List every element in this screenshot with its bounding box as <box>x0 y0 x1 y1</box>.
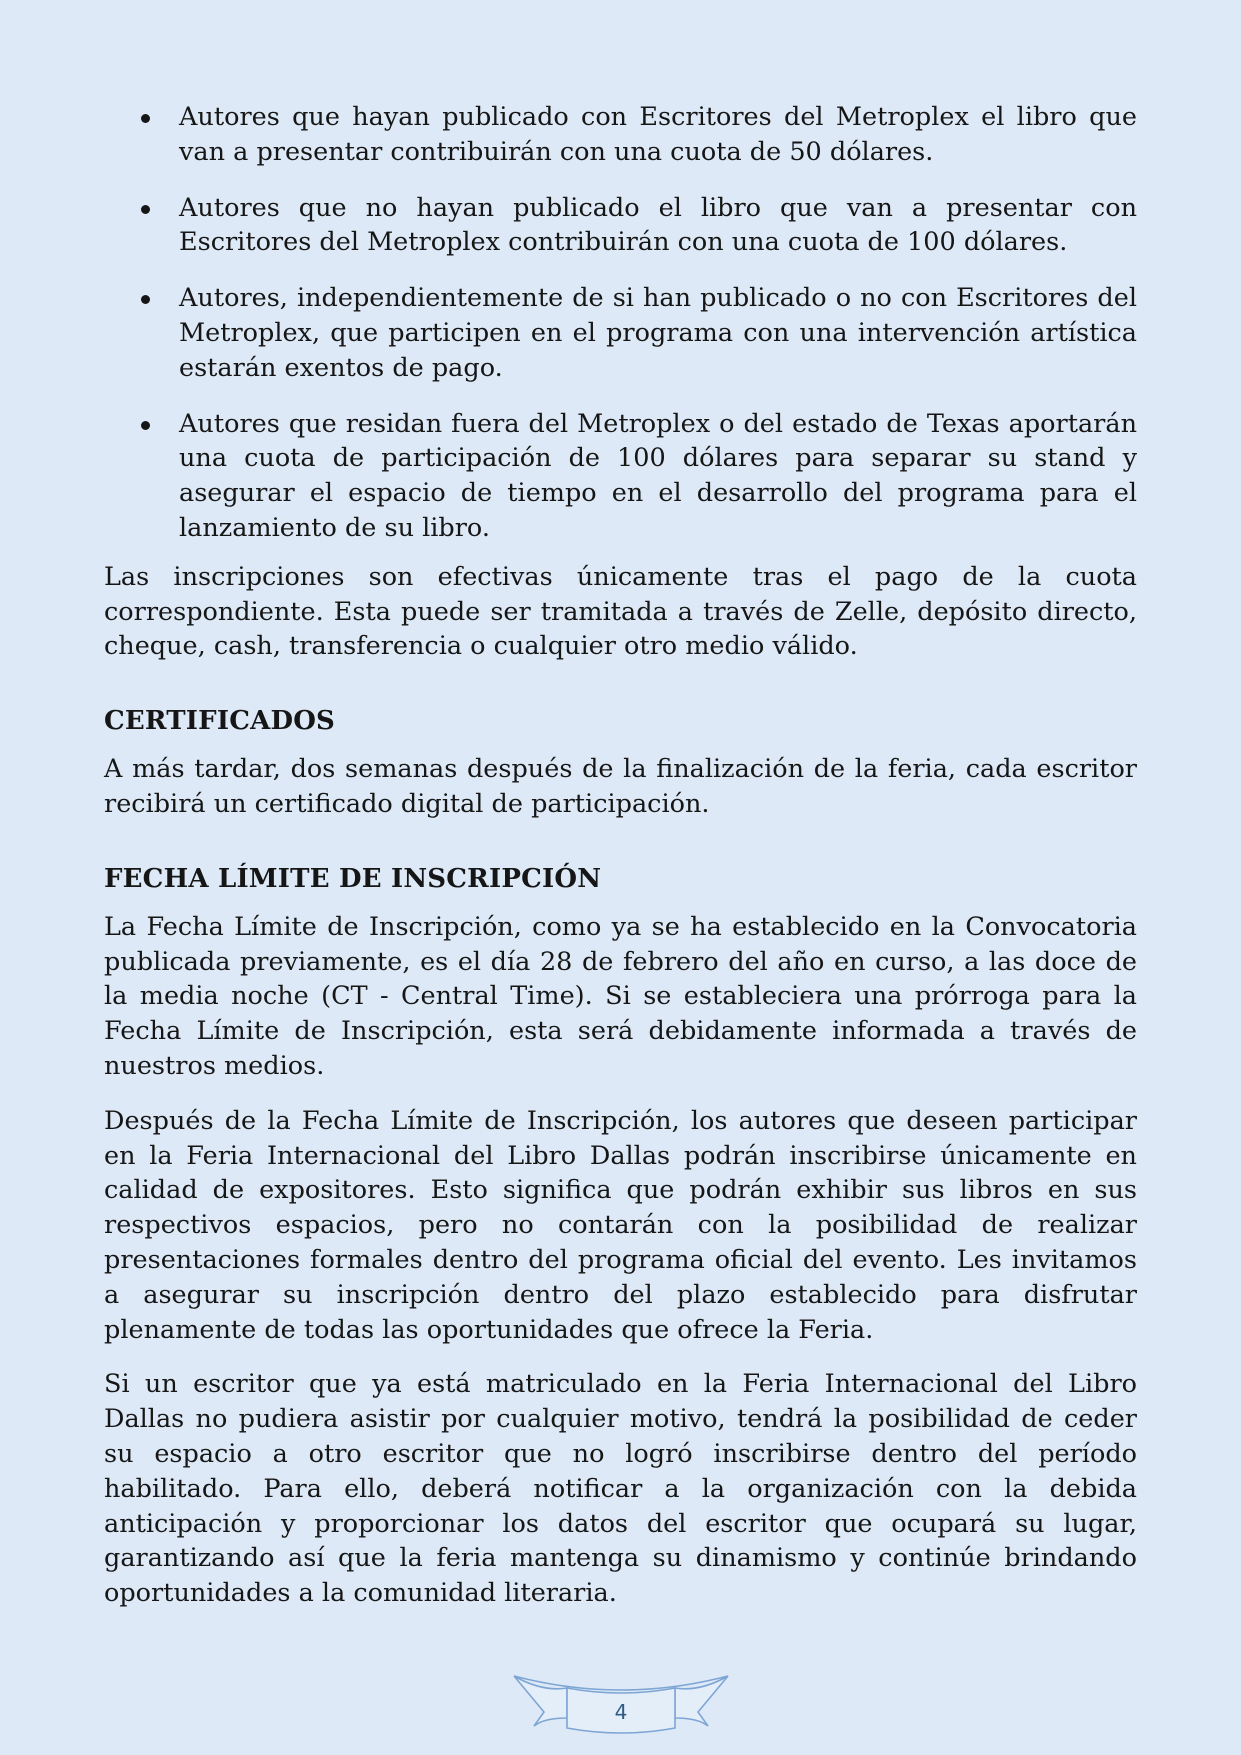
fee-bullet-list <box>104 100 1137 546</box>
page-content <box>104 100 1137 1631</box>
deadline-paragraph: La Fecha Límite de Inscripción, como ya se ha establecido en la Convocatoria publicada previamente, es el día 28 de febrero del año en curso, a las doce de la media noche (CT - Central Time). Si se estableciera una prórroga para la Fecha Límite de Inscripción, esta será debidamente informada a través de nuestros medios. <box>104 911 1137 1081</box>
certificates-heading: CERTIFICADOS <box>104 706 336 737</box>
bullet-dot <box>141 205 150 214</box>
list-item <box>104 191 1137 261</box>
list-item <box>104 100 1137 170</box>
late-registration-paragraph: Después de la Fecha Límite de Inscripción, los autores que deseen participar en la Feria Internacional del Libro Dallas podrán inscribirse únicamente en calidad de expositores. Esto significa que podrán exhibir sus libros en sus respectivos espacios, pero no contarán con la posibilidad de realizar presentaciones formales dentro del programa oficial del evento. Les invitamos a asegurar su inscripción dentro del plazo establecido para disfrutar plenamente de todas las oportunidades que ofrece la Feria. <box>104 1105 1137 1345</box>
list-item-text: Autores que residan fuera del Metroplex o del estado de Texas aportarán una cuota de participación de 100 dólares para separar su stand y asegurar el espacio de tiempo en el desarrollo del programa para el lanzamiento de su libro. <box>179 408 1137 543</box>
bullet-dot <box>141 421 150 430</box>
page-footer <box>512 1672 730 1736</box>
inscriptions-paragraph: Las inscripciones son efectivas únicamente tras el pago de la cuota correspondiente. Esta puede ser tramitada a través de Zelle, depósito directo, cheque, cash, transferencia o cualquier otro medio válido. <box>104 561 1137 662</box>
list-item <box>104 407 1137 546</box>
list-item-text: Autores, independientemente de si han publicado o no con Escritores del Metroplex, que participen en el programa con una intervención artística estarán exentos de pago. <box>179 283 1137 383</box>
bullet-dot <box>141 114 150 123</box>
deadline-heading: FECHA LÍMITE DE INSCRIPCIÓN <box>104 863 602 894</box>
list-item-text: Autores que hayan publicado con Escritores del Metroplex el libro que van a presentar contribuirán con una cuota de 50 dólares. <box>179 102 1137 167</box>
page-number: 4 <box>614 1700 628 1724</box>
bullet-dot <box>141 295 150 304</box>
list-item <box>104 281 1137 385</box>
list-item-text: Autores que no hayan publicado el libro que van a presentar con Escritores del Metroplex contribuirán con una cuota de 100 dólares. <box>179 192 1137 258</box>
certificates-paragraph: A más tardar, dos semanas después de la finalización de la feria, cada escritor recibirá un certificado digital de participación. <box>104 754 1137 819</box>
transfer-spot-paragraph: Si un escritor que ya está matriculado en la Feria Internacional del Libro Dallas no pudiera asistir por cualquier motivo, tendrá la posibilidad de ceder su espacio a otro escritor que no logró inscribirse dentro del período habilitado. Para ello, deberá notificar a la organización con la debida anticipación y proporcionar los datos del escritor que ocupará su lugar, garantizando así que la feria mantenga su dinamismo y continúe brindando oportunidades a la comunidad literaria. <box>104 1369 1137 1609</box>
